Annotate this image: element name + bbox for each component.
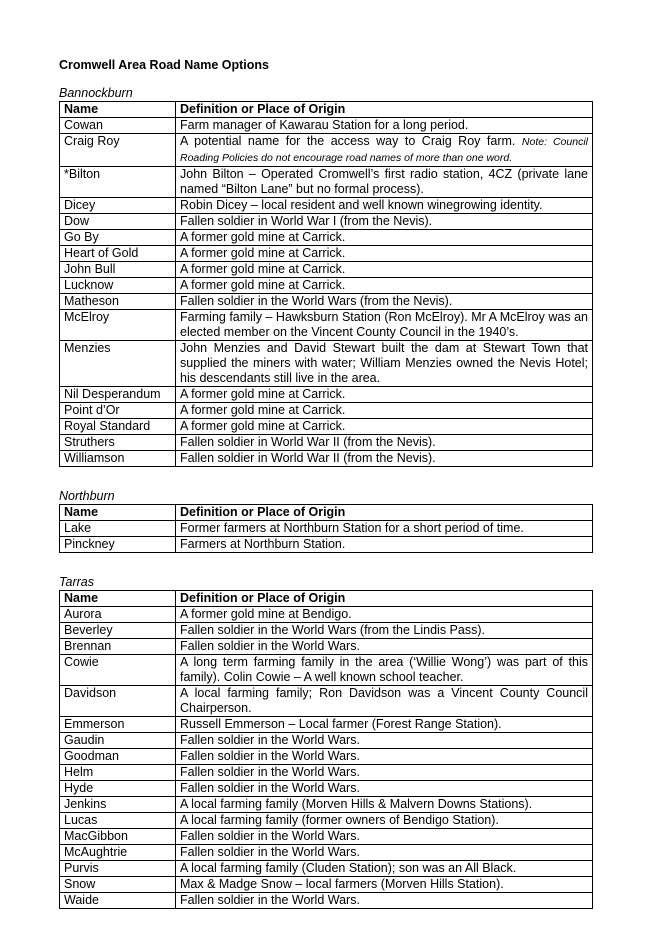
table-row (60, 861, 593, 877)
column-header-name: Name (60, 102, 176, 118)
definition-text: Fallen soldier in the World Wars. (180, 829, 360, 843)
table-row (60, 686, 593, 717)
table-row (60, 451, 593, 467)
road-name-cell: Dicey (60, 198, 176, 214)
definition-text: A former gold mine at Carrick. (180, 246, 346, 260)
road-name-cell: Matheson (60, 294, 176, 310)
table-row (60, 893, 593, 909)
section-label-bannockburn: Bannockburn (59, 86, 133, 100)
table-row (60, 387, 593, 403)
column-header-definition: Definition or Place of Origin (176, 505, 593, 521)
road-name-cell: McElroy (60, 310, 176, 341)
road-name-cell: Hyde (60, 781, 176, 797)
definition-text: Fallen soldier in the World Wars. (180, 749, 360, 763)
definition-text: A former gold mine at Carrick. (180, 419, 346, 433)
definition-cell (176, 387, 593, 403)
definition-cell (176, 521, 593, 537)
definition-text: A local farming family (Cluden Station); son was an All Black. (180, 861, 517, 875)
road-name-cell: Dow (60, 214, 176, 230)
road-name-cell: Craig Roy (60, 134, 176, 167)
definition-cell (176, 451, 593, 467)
definition-text: Robin Dicey – local resident and well known winegrowing identity. (180, 198, 543, 212)
definition-cell (176, 435, 593, 451)
definition-cell (176, 733, 593, 749)
definition-cell (176, 623, 593, 639)
table-row (60, 537, 593, 553)
definition-cell (176, 246, 593, 262)
definition-cell (176, 167, 593, 198)
table-row (60, 717, 593, 733)
document-title: Cromwell Area Road Name Options (59, 58, 269, 72)
table-row (60, 813, 593, 829)
section-label-northburn: Northburn (59, 489, 115, 503)
table-row (60, 198, 593, 214)
road-name-cell: Royal Standard (60, 419, 176, 435)
sections-container (59, 86, 593, 909)
road-name-cell: Heart of Gold (60, 246, 176, 262)
definition-text: Farming family – Hawksburn Station (Ron McElroy). Mr A McElroy was an elected member on the Vincent County Council in the 1940’s. (180, 310, 588, 339)
definition-text: Fallen soldier in the World Wars. (180, 765, 360, 779)
definition-text: Fallen soldier in the World Wars. (180, 845, 360, 859)
definition-text: Fallen soldier in World War II (from the Nevis). (180, 435, 436, 449)
table-row (60, 435, 593, 451)
road-name-cell: Beverley (60, 623, 176, 639)
definition-cell (176, 655, 593, 686)
table-row (60, 797, 593, 813)
definition-cell (176, 829, 593, 845)
definition-cell (176, 607, 593, 623)
table-row (60, 246, 593, 262)
definition-text: A local farming family; Ron Davidson was a Vincent County Council Chairperson. (180, 686, 588, 715)
definition-text: John Bilton – Operated Cromwell’s first radio station, 4CZ (private lane named “Bilton Lane” but no formal process). (180, 167, 588, 196)
table-bannockburn (59, 101, 593, 467)
definition-text: Fallen soldier in the World Wars. (180, 781, 360, 795)
definition-text: A long term farming family in the area (‘Willie Wong’) was part of this family). Colin Cowie – A well known school teacher. (180, 655, 588, 684)
column-header-name: Name (60, 505, 176, 521)
table-row (60, 521, 593, 537)
table-row (60, 134, 593, 167)
table-tarras (59, 590, 593, 909)
definition-cell (176, 403, 593, 419)
definition-text: A local farming family (former owners of Bendigo Station). (180, 813, 499, 827)
definition-text: A local farming family (Morven Hills & Malvern Downs Stations). (180, 797, 533, 811)
road-name-cell: Helm (60, 765, 176, 781)
road-name-cell: Davidson (60, 686, 176, 717)
definition-cell (176, 749, 593, 765)
definition-text: A potential name for the access way to Craig Roy farm. (180, 134, 516, 148)
definition-text: A former gold mine at Carrick. (180, 278, 346, 292)
definition-text: A former gold mine at Carrick. (180, 230, 346, 244)
definition-text: A former gold mine at Carrick. (180, 262, 346, 276)
table-row (60, 294, 593, 310)
definition-text: John Menzies and David Stewart built the dam at Stewart Town that supplied the miners with water; William Menzies owned the Nevis Hotel; his descendants still live in the area. (180, 341, 588, 385)
table-row (60, 781, 593, 797)
document-page (59, 57, 593, 909)
definition-text: Fallen soldier in the World Wars (from the Nevis). (180, 294, 453, 308)
table-northburn (59, 504, 593, 553)
definition-text: Fallen soldier in World War I (from the Nevis). (180, 214, 433, 228)
road-name-cell: Go By (60, 230, 176, 246)
table-row (60, 230, 593, 246)
definition-text: Max & Madge Snow – local farmers (Morven Hills Station). (180, 877, 504, 891)
table-row (60, 845, 593, 861)
definition-cell (176, 262, 593, 278)
road-name-cell: Purvis (60, 861, 176, 877)
road-name-cell: Lucas (60, 813, 176, 829)
definition-cell (176, 134, 593, 167)
table-row (60, 403, 593, 419)
table-row (60, 733, 593, 749)
table-header-row (60, 505, 593, 521)
road-name-cell: John Bull (60, 262, 176, 278)
definition-cell (176, 639, 593, 655)
road-name-cell: McAughtrie (60, 845, 176, 861)
column-header-definition: Definition or Place of Origin (176, 102, 593, 118)
definition-cell (176, 294, 593, 310)
definition-text: Farmers at Northburn Station. (180, 537, 346, 551)
road-name-cell: Goodman (60, 749, 176, 765)
definition-cell (176, 419, 593, 435)
table-row (60, 341, 593, 387)
road-name-cell: Gaudin (60, 733, 176, 749)
road-name-cell: Snow (60, 877, 176, 893)
definition-cell (176, 813, 593, 829)
column-header-name: Name (60, 591, 176, 607)
definition-text: Fallen soldier in World War II (from the Nevis). (180, 451, 436, 465)
table-row (60, 278, 593, 294)
definition-cell (176, 310, 593, 341)
road-name-cell: Waide (60, 893, 176, 909)
definition-text: Russell Emmerson – Local farmer (Forest Range Station). (180, 717, 502, 731)
definition-cell (176, 861, 593, 877)
road-name-cell: Pinckney (60, 537, 176, 553)
road-name-cell: Struthers (60, 435, 176, 451)
definition-text: A former gold mine at Carrick. (180, 387, 346, 401)
section-spacer (59, 467, 593, 489)
road-name-cell: Lucknow (60, 278, 176, 294)
road-name-cell: Point d’Or (60, 403, 176, 419)
section-label-tarras: Tarras (59, 575, 94, 589)
road-name-cell: Cowan (60, 118, 176, 134)
road-name-cell: MacGibbon (60, 829, 176, 845)
road-name-cell: Aurora (60, 607, 176, 623)
table-row (60, 262, 593, 278)
road-name-cell: Emmerson (60, 717, 176, 733)
table-row (60, 419, 593, 435)
definition-cell (176, 845, 593, 861)
road-name-cell: Lake (60, 521, 176, 537)
table-row (60, 607, 593, 623)
note-text: Note: Council Roading Policies do not encourage road names of more than one word. (180, 136, 588, 164)
definition-cell (176, 877, 593, 893)
road-name-cell: Brennan (60, 639, 176, 655)
definition-cell (176, 797, 593, 813)
table-row (60, 214, 593, 230)
table-row (60, 829, 593, 845)
section-spacer (59, 553, 593, 575)
table-row (60, 655, 593, 686)
table-row (60, 765, 593, 781)
definition-cell (176, 118, 593, 134)
road-name-cell: Cowie (60, 655, 176, 686)
definition-text: A former gold mine at Carrick. (180, 403, 346, 417)
table-row (60, 118, 593, 134)
table-row (60, 167, 593, 198)
definition-cell (176, 230, 593, 246)
table-row (60, 623, 593, 639)
definition-text: Fallen soldier in the World Wars. (180, 639, 360, 653)
definition-text: Fallen soldier in the World Wars. (180, 733, 360, 747)
table-row (60, 310, 593, 341)
definition-cell (176, 278, 593, 294)
definition-text: Fallen soldier in the World Wars. (180, 893, 360, 907)
table-row (60, 877, 593, 893)
definition-cell (176, 214, 593, 230)
road-name-cell: Menzies (60, 341, 176, 387)
definition-cell (176, 717, 593, 733)
definition-cell (176, 893, 593, 909)
column-header-definition: Definition or Place of Origin (176, 591, 593, 607)
definition-text: Fallen soldier in the World Wars (from the Lindis Pass). (180, 623, 485, 637)
road-name-cell: *Bilton (60, 167, 176, 198)
road-name-cell: Williamson (60, 451, 176, 467)
table-row (60, 639, 593, 655)
definition-cell (176, 341, 593, 387)
definition-cell (176, 537, 593, 553)
table-header-row (60, 591, 593, 607)
definition-cell (176, 781, 593, 797)
table-row (60, 749, 593, 765)
definition-cell (176, 765, 593, 781)
definition-text: Former farmers at Northburn Station for a short period of time. (180, 521, 524, 535)
definition-cell (176, 198, 593, 214)
table-header-row (60, 102, 593, 118)
definition-text: Farm manager of Kawarau Station for a long period. (180, 118, 469, 132)
definition-cell (176, 686, 593, 717)
definition-text: A former gold mine at Bendigo. (180, 607, 352, 621)
road-name-cell: Nil Desperandum (60, 387, 176, 403)
road-name-cell: Jenkins (60, 797, 176, 813)
